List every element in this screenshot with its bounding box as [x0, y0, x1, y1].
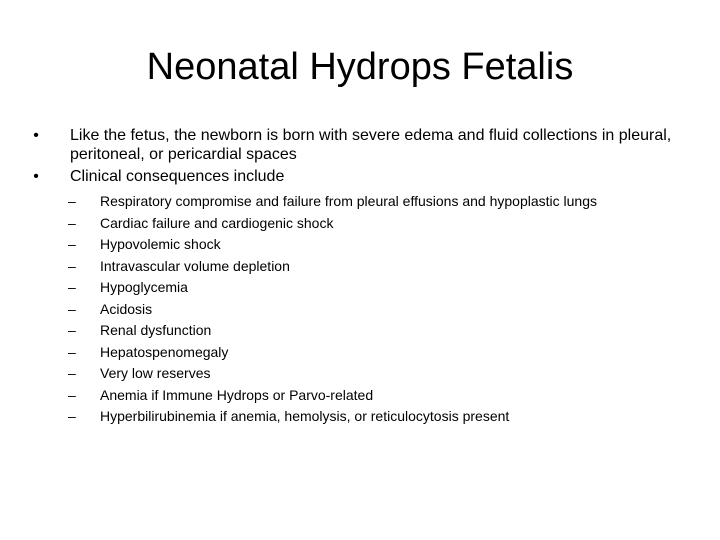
sub-bullet-text: Renal dysfunction: [100, 322, 212, 338]
dash-marker: –: [68, 300, 76, 317]
bullet-item: [26, 167, 676, 424]
sub-bullet-text: Hypoglycemia: [100, 279, 188, 295]
sub-bullet-text: Very low reserves: [100, 365, 211, 381]
dash-marker: –: [68, 343, 76, 360]
sub-bullet-list: [68, 193, 674, 424]
sub-bullet-item: [68, 215, 674, 231]
bullet-item: [26, 126, 676, 164]
sub-bullet-item: [68, 408, 674, 424]
dash-marker: –: [68, 386, 76, 403]
dash-marker: –: [68, 193, 76, 209]
sub-bullet-text: Hyperbilirubinemia if anemia, hemolysis, or reticulocytosis present: [100, 408, 510, 424]
dash-marker: –: [68, 408, 76, 424]
dash-marker: –: [68, 214, 76, 231]
sub-bullet-item: [68, 365, 674, 381]
sub-bullet-text: Hepatospenomegaly: [100, 343, 229, 360]
sub-bullet-item: [68, 279, 674, 295]
sub-bullet-item: [68, 301, 674, 317]
sub-bullet-text: Respiratory compromise and failure from pleural effusions and hypoplastic lungs: [100, 193, 597, 209]
bullet-list: [26, 126, 676, 430]
dash-marker: –: [68, 236, 76, 252]
slide-title: Neonatal Hydrops Fetalis: [146, 46, 574, 88]
dash-marker: –: [68, 279, 76, 295]
sub-bullet-text: Intravascular volume depletion: [100, 257, 290, 274]
sub-bullet-text: Acidosis: [100, 300, 153, 317]
dash-marker: –: [68, 322, 76, 338]
bullet-text: Like the fetus, the newborn is born with severe edema and fluid collections in pleural, peritoneal, or pericardial spaces: [70, 127, 672, 163]
sub-bullet-text: Hypovolemic shock: [100, 236, 221, 252]
sub-bullet-item: [68, 236, 674, 252]
sub-bullet-item: [68, 193, 674, 209]
sub-bullet-item: [68, 344, 674, 360]
dash-marker: –: [68, 365, 76, 381]
bullet-text: Clinical consequences include: [70, 168, 285, 185]
sub-bullet-text: Anemia if Immune Hydrops or Parvo-related: [100, 386, 374, 403]
sub-bullet-item: [68, 387, 674, 403]
sub-bullet-item: [68, 322, 674, 338]
bullet-marker: •: [33, 168, 39, 185]
dash-marker: –: [68, 257, 76, 274]
sub-bullet-text: Cardiac failure and cardiogenic shock: [100, 214, 334, 231]
sub-bullet-item: [68, 258, 674, 274]
bullet-marker: •: [33, 127, 39, 144]
